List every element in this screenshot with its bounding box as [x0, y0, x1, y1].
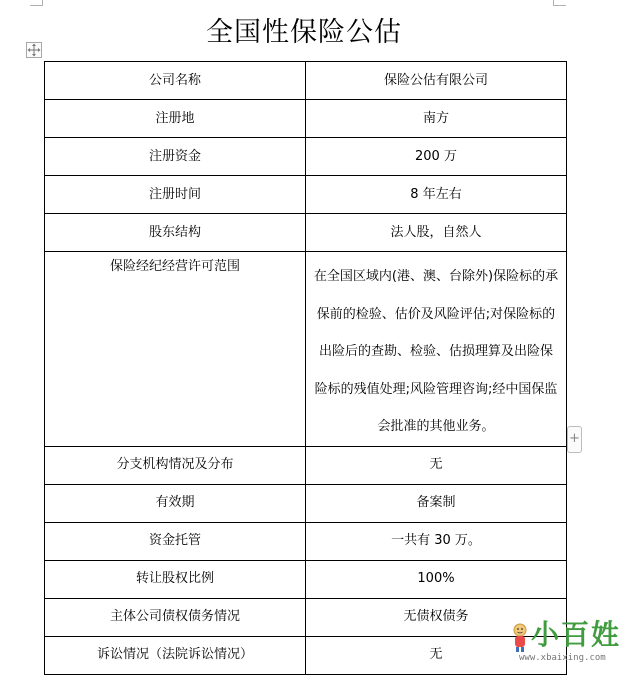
table-row	[45, 252, 567, 447]
page-corner-mark-right	[553, 0, 566, 6]
row-value-company-name: 保险公估有限公司	[306, 62, 567, 100]
row-label-fund-custody: 资金托管	[45, 522, 306, 560]
watermark-mascot-icon	[509, 621, 531, 653]
table-row	[45, 214, 567, 252]
table-row	[45, 138, 567, 176]
row-label-registered-capital: 注册资金	[45, 138, 306, 176]
table-row	[45, 176, 567, 214]
watermark-name: 小百姓	[531, 618, 622, 651]
row-value-shareholder-structure: 法人股，自然人	[306, 214, 567, 252]
table-row	[45, 446, 567, 484]
table-move-handle[interactable]	[26, 42, 42, 58]
row-label-company-name: 公司名称	[45, 62, 306, 100]
row-value-debt-situation: 无债权债务	[306, 598, 567, 636]
row-label-registration-time: 注册时间	[45, 176, 306, 214]
row-label-debt-situation: 主体公司债权债务情况	[45, 598, 306, 636]
row-label-shareholder-structure: 股东结构	[45, 214, 306, 252]
document-title: 全国性保险公估	[206, 17, 402, 48]
table-row	[45, 598, 567, 636]
table-row	[45, 100, 567, 138]
plus-icon: +	[569, 431, 580, 446]
row-value-branches: 无	[306, 446, 567, 484]
row-value-validity: 备案制	[306, 484, 567, 522]
row-label-equity-transfer-ratio: 转让股权比例	[45, 560, 306, 598]
row-value-fund-custody: 一共有 30 万。	[306, 522, 567, 560]
row-label-branches: 分支机构情况及分布	[45, 446, 306, 484]
row-label-litigation: 诉讼情况（法院诉讼情况）	[45, 636, 306, 674]
row-label-registered-place: 注册地	[45, 100, 306, 138]
add-row-button[interactable]	[567, 426, 582, 453]
row-value-registered-capital: 200 万	[306, 138, 567, 176]
row-value-litigation: 无	[306, 636, 567, 674]
table-row	[45, 636, 567, 674]
table-row	[45, 62, 567, 100]
row-label-validity: 有效期	[45, 484, 306, 522]
watermark-url: www.xbaixing.com	[519, 653, 606, 663]
row-value-registered-place: 南方	[306, 100, 567, 138]
row-value-equity-transfer-ratio: 100%	[306, 560, 567, 598]
move-arrows-icon	[27, 43, 41, 57]
table-row	[45, 484, 567, 522]
watermark	[509, 617, 629, 667]
table-row	[45, 560, 567, 598]
row-value-registration-time: 8 年左右	[306, 176, 567, 214]
page-corner-mark-left	[30, 0, 43, 6]
row-label-license-scope: 保险经纪经营许可范围	[45, 252, 306, 447]
company-info-table	[44, 61, 567, 675]
row-value-license-scope: 在全国区域内(港、澳、台除外)保险标的承保前的检验、估价及风险评估;对保险标的出险后的查勘、检验、估损理算及出险保险标的残值处理;风险管理咨询;经中国保监会批准的其他业务。	[306, 252, 567, 447]
table-row	[45, 522, 567, 560]
